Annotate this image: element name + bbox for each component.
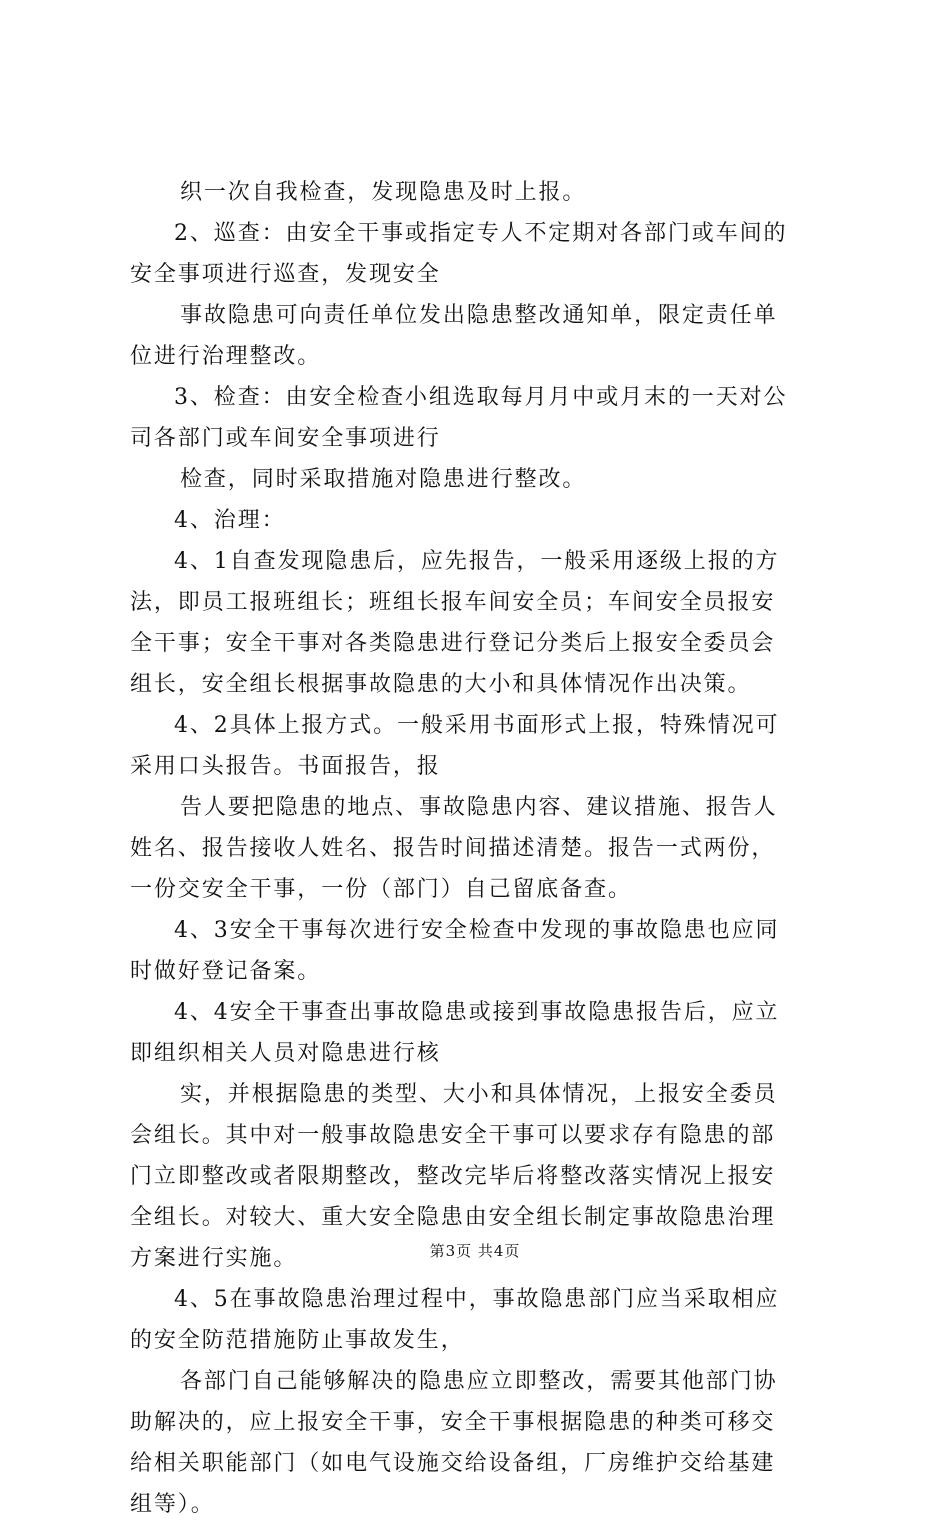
paragraph-line: 姓名、报告接收人姓名、报告时间描述清楚。报告一式两份， [130, 836, 776, 861]
paragraph-line: 织一次自我检查，发现隐患及时上报。 [180, 180, 587, 205]
paragraph-line: 3、检查：由安全检查小组选取每月月中或月末的一天对公 [174, 385, 788, 410]
paragraph-line: 的安全防范措施防止事故发生， [130, 1328, 465, 1353]
paragraph-line: 方案进行实施。 [130, 1246, 298, 1271]
paragraph-line: 会组长。其中对一般事故隐患安全干事可以要求存有隐患的部 [130, 1123, 776, 1148]
paragraph-line: 一份交安全干事，一份（部门）自己留底备查。 [130, 877, 632, 902]
paragraph-line: 实，并根据隐患的类型、大小和具体情况，上报安全委员 [180, 1082, 778, 1107]
paragraph-line: 采用口头报告。书面报告，报 [130, 754, 441, 779]
paragraph-line: 组长，安全组长根据事故隐患的大小和具体情况作出决策。 [130, 672, 752, 697]
page-number-footer: 第3页 共4页 [429, 1242, 521, 1260]
paragraph-line: 位进行治理整改。 [130, 344, 322, 369]
paragraph-line: 全组长。对较大、重大安全隐患由安全组长制定事故隐患治理 [130, 1205, 776, 1230]
paragraph-line: 事故隐患可向责任单位发出隐患整改通知单，限定责任单 [180, 303, 778, 328]
paragraph-line: 4、3安全干事每次进行安全检查中发现的事故隐患也应同 [174, 918, 780, 943]
paragraph-line: 4、1自查发现隐患后，应先报告，一般采用逐级上报的方 [174, 549, 780, 574]
paragraph-line: 4、2具体上报方式。一般采用书面形式上报，特殊情况可 [174, 713, 780, 738]
paragraph-line: 组等）。 [130, 1492, 215, 1517]
document-body [130, 172, 820, 1525]
paragraph-line: 检查，同时采取措施对隐患进行整改。 [180, 467, 587, 492]
paragraph-line: 助解决的，应上报安全干事，安全干事根据隐患的种类可移交 [130, 1410, 776, 1435]
paragraph-line: 司各部门或车间安全事项进行 [130, 426, 441, 451]
paragraph-line: 2、巡查：由安全干事或指定专人不定期对各部门或车间的 [174, 221, 788, 246]
paragraph-line: 4、5在事故隐患治理过程中，事故隐患部门应当采取相应 [174, 1287, 780, 1312]
paragraph-line: 门立即整改或者限期整改，整改完毕后将整改落实情况上报安 [130, 1164, 776, 1189]
paragraph-line: 告人要把隐患的地点、事故隐患内容、建议措施、报告人 [180, 795, 778, 820]
paragraph-line: 安全事项进行巡查，发现安全 [130, 262, 441, 287]
paragraph-line: 各部门自己能够解决的隐患应立即整改，需要其他部门协 [180, 1369, 778, 1394]
paragraph-line: 给相关职能部门（如电气设施交给设备组，厂房维护交给基建 [130, 1451, 776, 1476]
paragraph-line: 4、4安全干事查出事故隐患或接到事故隐患报告后，应立 [174, 1000, 780, 1025]
paragraph-line: 4、治理： [174, 508, 286, 533]
paragraph-line: 全干事；安全干事对各类隐患进行登记分类后上报安全委员会 [130, 631, 776, 656]
paragraph-line: 时做好登记备案。 [130, 959, 322, 984]
paragraph-line: 法，即员工报班组长；班组长报车间安全员；车间安全员报安 [130, 590, 776, 615]
paragraph-line: 即组织相关人员对隐患进行核 [130, 1041, 441, 1066]
